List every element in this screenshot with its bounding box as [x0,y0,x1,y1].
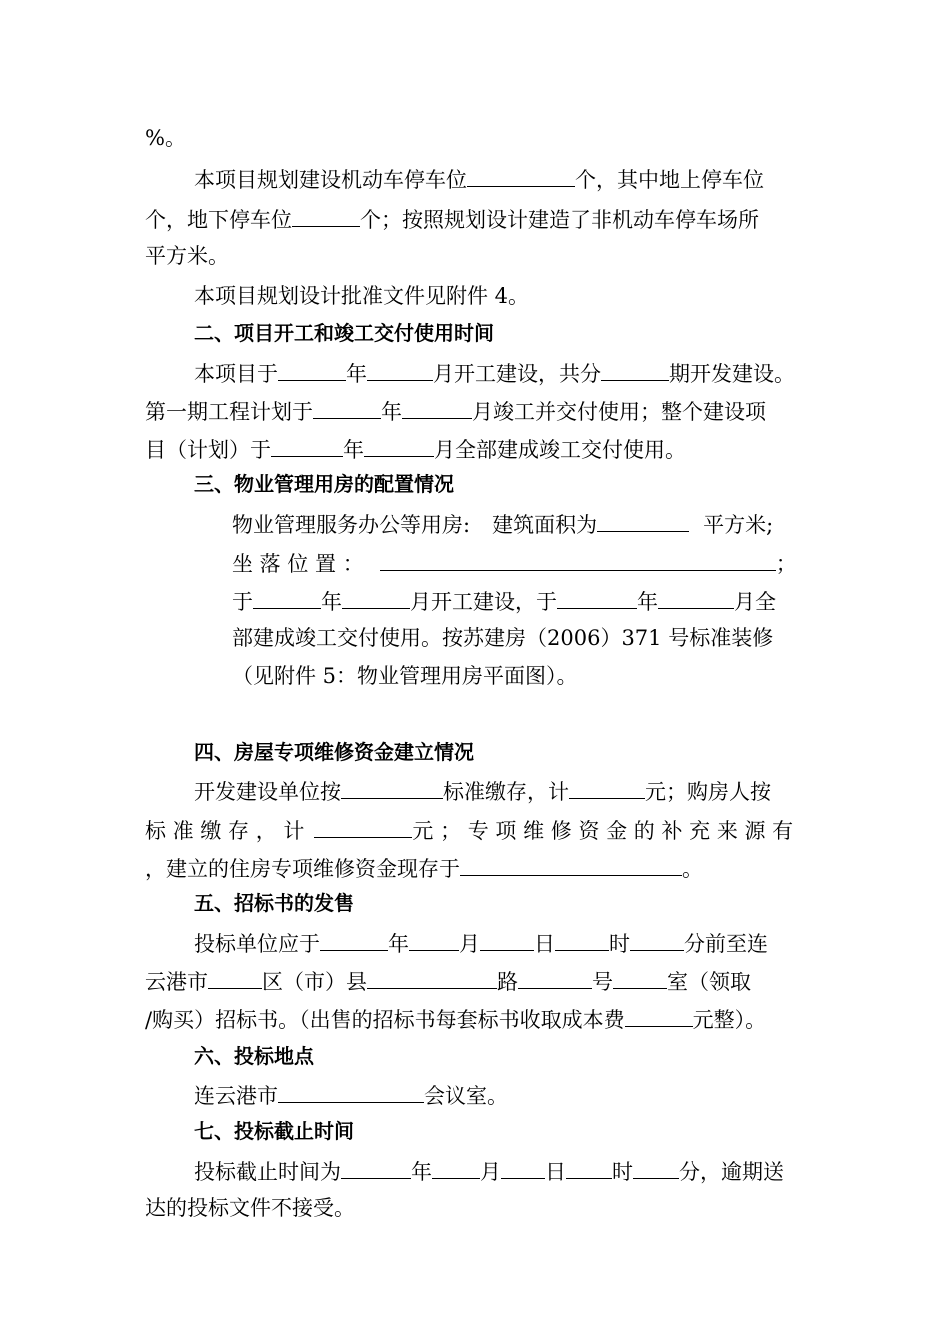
section3-line-2: 坐 落 位 置 ： ； [232,548,797,578]
section4-line-3: ，建立的住房专项维修资金现存于 。 [145,853,703,883]
section5-heading: 五、招标书的发售 [194,891,354,915]
section4-line-1: 开发建设单位按 标准缴存，计 元；购房人按 [194,776,771,806]
parking-line-3: 平方米。 [145,244,229,268]
section3-line-1: 物业管理服务办公等用房: 建筑面积为 平方米; [232,509,773,539]
parking-line-1: 本项目规划建设机动车停车位 个，其中地上停车位 [194,164,764,194]
parking-line-2: 个，地下停车位 个；按照规划设计建造了非机动车停车场所 [145,204,759,234]
section5-line-1: 投标单位应于 年 月 日 时 分前至连 [194,928,768,958]
section3-line-4: 部建成竣工交付使用。按苏建房（2006）371 号标准装修 [232,626,774,650]
section7-line-2: 达的投标文件不接受。 [145,1196,355,1220]
section3-line-5: （见附件 5：物业管理用房平面图）。 [232,664,578,688]
section6-line-1: 连云港市 会议室。 [194,1080,508,1110]
section6-heading: 六、投标地点 [194,1044,314,1068]
section3-heading: 三、物业管理用房的配置情况 [194,472,454,496]
section2-line-2: 第一期工程计划于 年 月竣工并交付使用；整个建设项 [145,396,766,426]
section2-heading: 二、项目开工和竣工交付使用时间 [194,321,494,345]
section4-line-2: 标 准 缴 存 ， 计 元 ； 专 项 维 修 资 金 的 补 充 来 源 有 [145,815,793,845]
text-line: %。 [145,126,186,150]
section2-line-3: 目（计划）于 年 月全部建成竣工交付使用。 [145,434,686,464]
section2-line-1: 本项目于 年 月开工建设，共分 期开发建设。 [194,358,795,388]
section3-line-3: 于 年 月开工建设，于 年 月全 [232,586,776,616]
section4-heading: 四、房屋专项维修资金建立情况 [194,740,474,764]
section7-heading: 七、投标截止时间 [194,1119,354,1143]
section5-line-2: 云港市 区（市）县 路 号 室（领取 [145,966,751,996]
section5-line-3: /购买）招标书。（出售的招标书每套标书收取成本费 元整）。 [145,1004,766,1034]
annex4-line: 本项目规划设计批准文件见附件 4。 [194,284,530,308]
section7-line-1: 投标截止时间为 年 月 日 时 分，逾期送 [194,1156,784,1186]
